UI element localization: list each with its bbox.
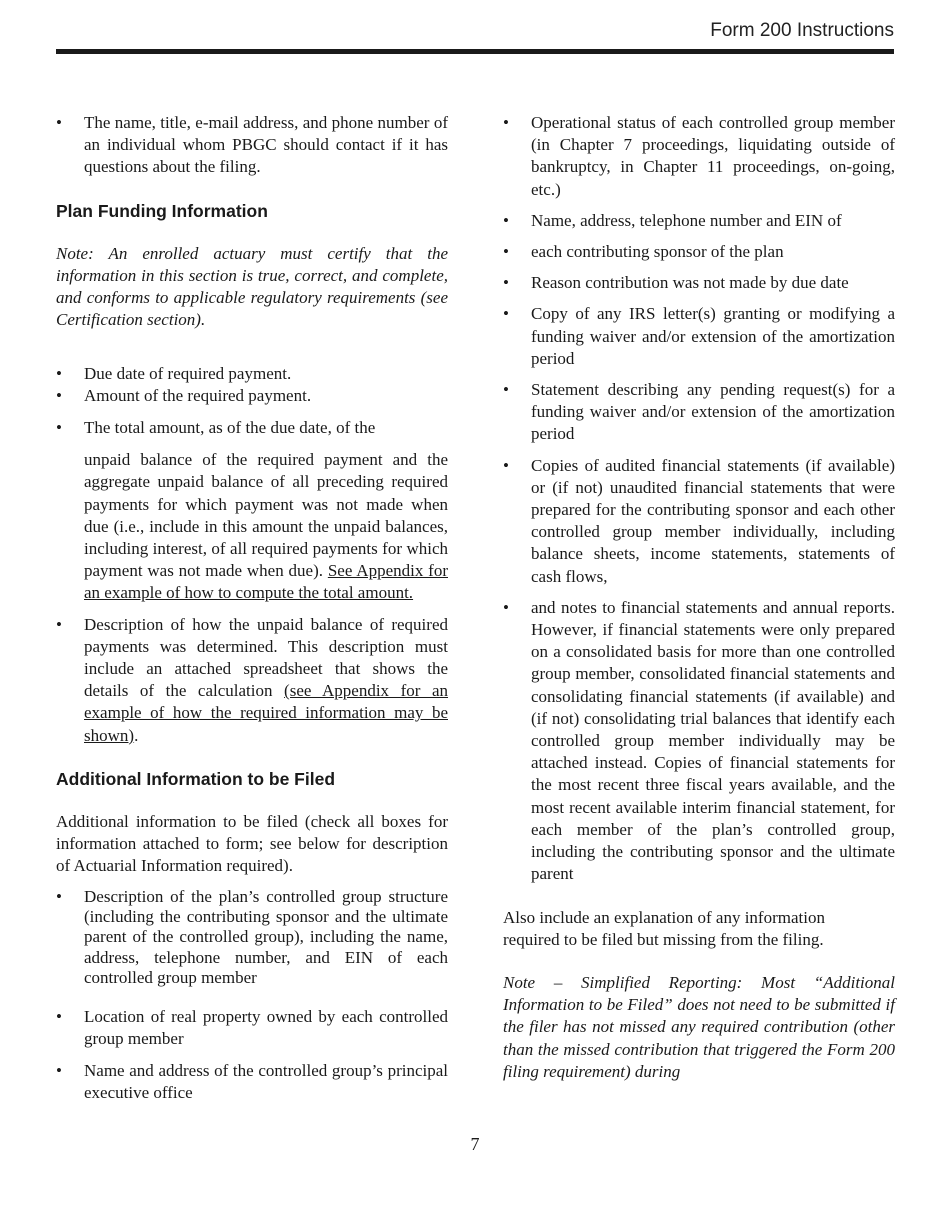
page-header-title: Form 200 Instructions <box>710 20 894 41</box>
list-item <box>503 303 895 370</box>
list-item <box>503 112 895 201</box>
each-sponsor-bullet-text: each contributing sponsor of the plan <box>531 242 784 262</box>
audited-statements-bullet-text: Copies of audited financial statements (if available) or (if not) unaudited financial statements that were prepared for the contributing sponsor and each other controlled group member individually, including balance sheets, income statements, statements of cash flows, <box>531 455 895 586</box>
bullet-icon: • <box>503 380 509 400</box>
description-bullet-text: Description of how the unpaid balance of required payments was determined. This description must include an attached spreadsheet that shows the details of the calculation <box>84 614 448 701</box>
bullet-icon: • <box>56 886 62 906</box>
list-item <box>56 614 448 747</box>
list-item <box>503 379 895 446</box>
simplified-reporting-note: Note – Simplified Reporting: Most “Additional Information to be Filed” does not need to be submitted if the filer has not missed any required contribution (other than the missed contribution that triggered the Form 200 filing requirement) during <box>503 972 895 1081</box>
total-amount-bullet-text: The total amount, as of the due date, of the <box>84 418 376 438</box>
controlled-group-bullet-text: Description of the plan’s controlled group structure (including the contributing sponsor and the ultimate parent of the controlled group), including the name, address, telephone number, and EIN of each controlled group member <box>84 886 448 987</box>
list-item <box>56 112 448 179</box>
bullet-icon: • <box>56 113 62 132</box>
left-column <box>56 112 448 1104</box>
list-item <box>56 363 448 385</box>
bullet-icon: • <box>503 273 509 293</box>
additional-info-heading: Additional Information to be Filed <box>56 768 336 789</box>
appendix-example-link[interactable]: See Appendix for an example of how to compute the total amount. <box>84 561 448 603</box>
notes-bullet-text: and notes to financial statements and annual reports. However, if financial statements were only prepared on a consolidated basis for more than one controlled group member, consolidated financial statements and consolidating financial statements (if available) and (if not) consolidating trial balances that identify each controlled group member individually may be attached instead. Copies of financial statements for the most recent three fiscal years available, and the most recent available interim financial statement, for each member of the plan’s controlled group, including the contributing sponsor and the ultimate parent <box>531 597 895 884</box>
plan-funding-heading: Plan Funding Information <box>56 200 268 221</box>
bullet-icon: • <box>56 418 62 438</box>
header-rule <box>56 49 894 54</box>
appendix-spreadsheet-link[interactable]: (see Appendix for an example of how the required information may be shown) <box>84 681 449 745</box>
bullet-icon: • <box>56 614 62 634</box>
list-item <box>56 1006 448 1050</box>
payment-list <box>56 363 448 440</box>
page-number: 7 <box>470 1134 480 1154</box>
list-item <box>503 241 895 263</box>
bullet-icon: • <box>503 242 509 262</box>
unpaid-balance-text: unpaid balance of the required payment and the aggregate unpaid balance of all preceding required payments for which payment was not made when due (i.e., include in this amount the unpaid balances, including interest, of all required payments for which payment was not made when due). <box>84 450 448 581</box>
due-date-bullet-text: Due date of required payment. <box>84 363 292 383</box>
also-include-paragraph <box>503 907 895 951</box>
list-item <box>503 272 895 294</box>
right-bullet-list <box>503 112 895 886</box>
bullet-icon: • <box>56 363 62 383</box>
list-item <box>503 455 895 588</box>
description-bullet-end: . <box>134 725 139 745</box>
also-include-line1: Also include an explanation of any information <box>503 907 825 927</box>
list-item <box>56 417 448 439</box>
bullet-icon: • <box>503 210 509 230</box>
reason-bullet-text: Reason contribution was not made by due date <box>531 273 849 293</box>
list-item <box>56 887 448 988</box>
unpaid-balance-paragraph <box>56 449 448 604</box>
bullet-icon: • <box>503 455 509 475</box>
list-item <box>503 597 895 886</box>
bullet-icon: • <box>56 385 62 405</box>
contact-bullet-text: The name, title, e-mail address, and phone number of an individual whom PBGC should contact if it has questions about the filing. <box>84 113 448 177</box>
also-include-line2: required to be filed but missing from the filing. <box>503 929 824 949</box>
bullet-icon: • <box>56 1007 62 1027</box>
bullet-icon: • <box>56 1060 62 1080</box>
amount-bullet-text: Amount of the required payment. <box>84 385 312 405</box>
plan-funding-note: Note: An enrolled actuary must certify that the information in this section is true, correct, and complete, and conforms to applicable regulatory requirements (see Certification section). <box>56 243 448 330</box>
real-property-bullet-text: Location of real property owned by each controlled group member <box>84 1007 448 1049</box>
irs-letter-bullet-text: Copy of any IRS letter(s) granting or modifying a funding waiver and/or extension of the amortization period <box>531 304 895 368</box>
list-item <box>56 1060 448 1104</box>
contact-list <box>56 112 448 179</box>
operational-status-bullet-text: Operational status of each controlled group member (in Chapter 7 proceedings, liquidating outside of bankruptcy, in Chapter 11 proceedings, on-going, etc.) <box>531 113 895 199</box>
pending-request-bullet-text: Statement describing any pending request(s) for a funding waiver and/or extension of the amortization period <box>531 380 895 444</box>
bullet-icon: • <box>503 113 509 132</box>
additional-info-list <box>56 887 448 1104</box>
executive-office-bullet-text: Name and address of the controlled group’s principal executive office <box>84 1060 448 1102</box>
additional-info-intro: Additional information to be filed (check all boxes for information attached to form; see below for description of Actuarial Information required). <box>56 812 448 876</box>
list-item <box>56 385 448 407</box>
list-item <box>503 210 895 232</box>
bullet-icon: • <box>503 597 509 617</box>
name-address-bullet-text: Name, address, telephone number and EIN of <box>531 210 842 230</box>
right-column <box>503 112 895 1083</box>
bullet-icon: • <box>503 304 509 324</box>
description-list <box>56 614 448 747</box>
